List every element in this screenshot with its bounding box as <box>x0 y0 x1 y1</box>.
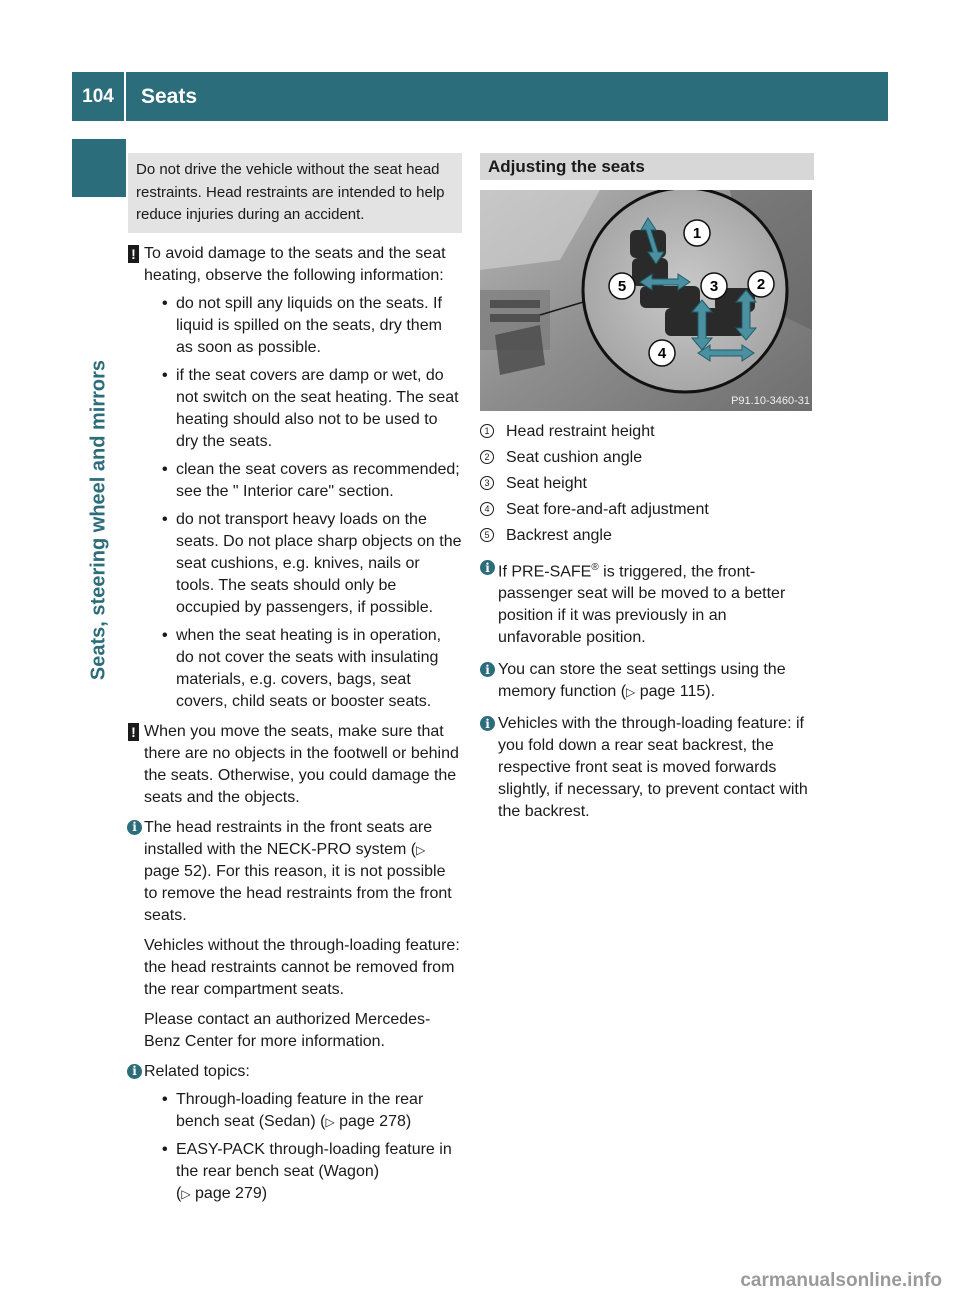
head-restraint-info: i The head restraints in the front seats are installed with the NECK-PRO system (▷ page 52). For this reason, it is not possible to remove the head restraints from the front seats. Vehicles without the through-loading feature: the head restraints cannot be removed from the rear compartment seats. Please contact an authorized Mercedes-Benz Center for more information. <box>128 817 462 1053</box>
list-item <box>144 459 462 503</box>
callout-1: 1 <box>692 225 702 242</box>
info-text: You can store the seat settings using the memory function ( <box>498 661 786 701</box>
page-reference-link[interactable]: page 52 <box>144 862 202 880</box>
info-icon: i <box>480 716 495 731</box>
legend-item <box>480 525 814 547</box>
bullet-icon: • <box>162 460 168 478</box>
pre-safe-info <box>480 557 814 649</box>
page-reference-link[interactable]: page 278 <box>339 1112 406 1130</box>
side-tab-marker <box>72 139 126 197</box>
info-icon: i <box>480 662 495 677</box>
list-item <box>144 625 462 713</box>
legend-item <box>480 421 814 443</box>
page-number: 104 <box>72 72 126 121</box>
bullet-icon: • <box>162 626 168 644</box>
side-chapter-label: Seats, steering wheel and mirrors <box>87 359 110 681</box>
move-seats-note <box>128 721 462 809</box>
related-topics-info <box>128 1061 462 1205</box>
triangle-right-icon: ▷ <box>325 1114 335 1129</box>
page-reference-link[interactable]: page 279 <box>195 1184 262 1202</box>
list-item <box>144 509 462 619</box>
legend-label: Head restraint height <box>506 423 655 440</box>
list-item <box>144 365 462 453</box>
bullet-text: when the seat heating is in operation, do not cover the seats with insulating materials, e.g. covers, bags, seat covers, child seats or booster seats. <box>176 626 442 710</box>
damage-note <box>128 243 462 713</box>
callout-5: 5 <box>617 278 627 295</box>
memory-info <box>480 659 814 703</box>
triangle-right-icon: ▷ <box>181 1186 191 1201</box>
legend-label: Seat cushion angle <box>506 449 643 466</box>
bullet-icon: • <box>162 1140 168 1158</box>
callout-4: 4 <box>657 345 667 362</box>
info-icon: i <box>127 820 142 835</box>
exclamation-icon: ! <box>128 245 139 263</box>
info-text: . For this reason, it is not possible to remove the head restraints from the front seats. <box>144 862 452 924</box>
legend-item <box>480 499 814 521</box>
info-text: is triggered, the front-passenger seat will be moved to a better position if it was previously in an unfavorable position. <box>498 563 786 647</box>
registered-mark: ® <box>591 562 599 573</box>
info-icon: i <box>480 560 495 575</box>
seat-controls-image <box>480 190 812 411</box>
exclamation-icon: ! <box>128 723 139 741</box>
triangle-right-icon: ▷ <box>626 685 636 700</box>
bullet-icon: • <box>162 366 168 384</box>
bullet-text: EASY-PACK through-loading feature in the rear bench seat (Wagon) <box>176 1140 452 1180</box>
callout-3: 3 <box>709 278 719 295</box>
related-topics-title: Related topics: <box>144 1062 250 1080</box>
legend-number: 4 <box>480 502 494 516</box>
image-code: P91.10-3460-31 <box>731 395 810 407</box>
legend-number: 3 <box>480 476 494 490</box>
note-intro: To avoid damage to the seats and the seat heating, observe the following information: <box>144 244 446 284</box>
seat-controls-illustration <box>480 190 812 411</box>
callout-2: 2 <box>756 276 766 293</box>
legend-label: Backrest angle <box>506 527 612 544</box>
legend-item <box>480 447 814 469</box>
legend-number: 1 <box>480 424 494 438</box>
warning-box: Do not drive the vehicle without the seat head restraints. Head restraints are intended to help reduce injuries during an accident. <box>128 153 462 233</box>
right-column <box>480 153 814 833</box>
info-paragraph: Please contact an authorized Mercedes-Benz Center for more information. <box>144 1010 431 1050</box>
info-text: Vehicles with the through-loading feature: if you fold down a rear seat backrest, the respective front seat is moved forwards slightly, if necessary, to prevent contact with the backrest. <box>498 715 808 821</box>
bullet-text: clean the seat covers as recommended; see the " Interior care" section. <box>176 460 460 500</box>
watermark: carmanualsonline.info <box>740 1270 942 1291</box>
bullet-icon: • <box>162 294 168 312</box>
note-text: When you move the seats, make sure that there are no objects in the footwell or behind the seats. Otherwise, you could damage the seats and the objects. <box>144 722 459 806</box>
bullet-text: if the seat covers are damp or wet, do not switch on the seat heating. The seat heating should also not to be used to dry the seats. <box>176 366 459 450</box>
section-heading: Adjusting the seats <box>480 153 814 180</box>
info-text: The head restraints in the front seats are installed with the NECK-PRO system <box>144 818 433 858</box>
legend-label: Seat fore-and-aft adjustment <box>506 501 709 518</box>
bullet-text: do not transport heavy loads on the seats. Do not place sharp objects on the seat cushions, e.g. knives, nails or tools. The seats should only be occupied by passengers, if possible. <box>176 510 462 616</box>
bullet-text: do not spill any liquids on the seats. If liquid is spilled on the seats, dry them as soon as possible. <box>176 294 442 356</box>
info-text: If PRE-SAFE <box>498 563 592 581</box>
legend-label: Seat height <box>506 475 587 492</box>
bullet-icon: • <box>162 1090 168 1108</box>
triangle-right-icon: ▷ <box>416 842 426 857</box>
info-text: ). <box>705 683 716 701</box>
bullet-icon: • <box>162 510 168 528</box>
bullet-text: Through-loading feature in the rear bench seat (Sedan) <box>176 1090 424 1130</box>
list-item: • EASY-PACK through-loading feature in the rear bench seat (Wagon) (▷ page 279) <box>162 1140 452 1202</box>
section-title: Seats <box>141 84 198 108</box>
legend-number: 2 <box>480 450 494 464</box>
legend-number: 5 <box>480 528 494 542</box>
through-loading-info <box>480 713 814 823</box>
left-column <box>128 153 462 1213</box>
list-item <box>144 293 462 359</box>
page-reference-link[interactable]: page 115 <box>639 683 706 701</box>
info-icon: i <box>127 1064 142 1079</box>
legend-item <box>480 473 814 495</box>
list-item: • Through-loading feature in the rear bench seat (Sedan) (▷ page 278) <box>162 1090 424 1130</box>
info-paragraph: Vehicles without the through-loading feature: the head restraints cannot be removed from the rear compartment seats. <box>144 936 460 998</box>
